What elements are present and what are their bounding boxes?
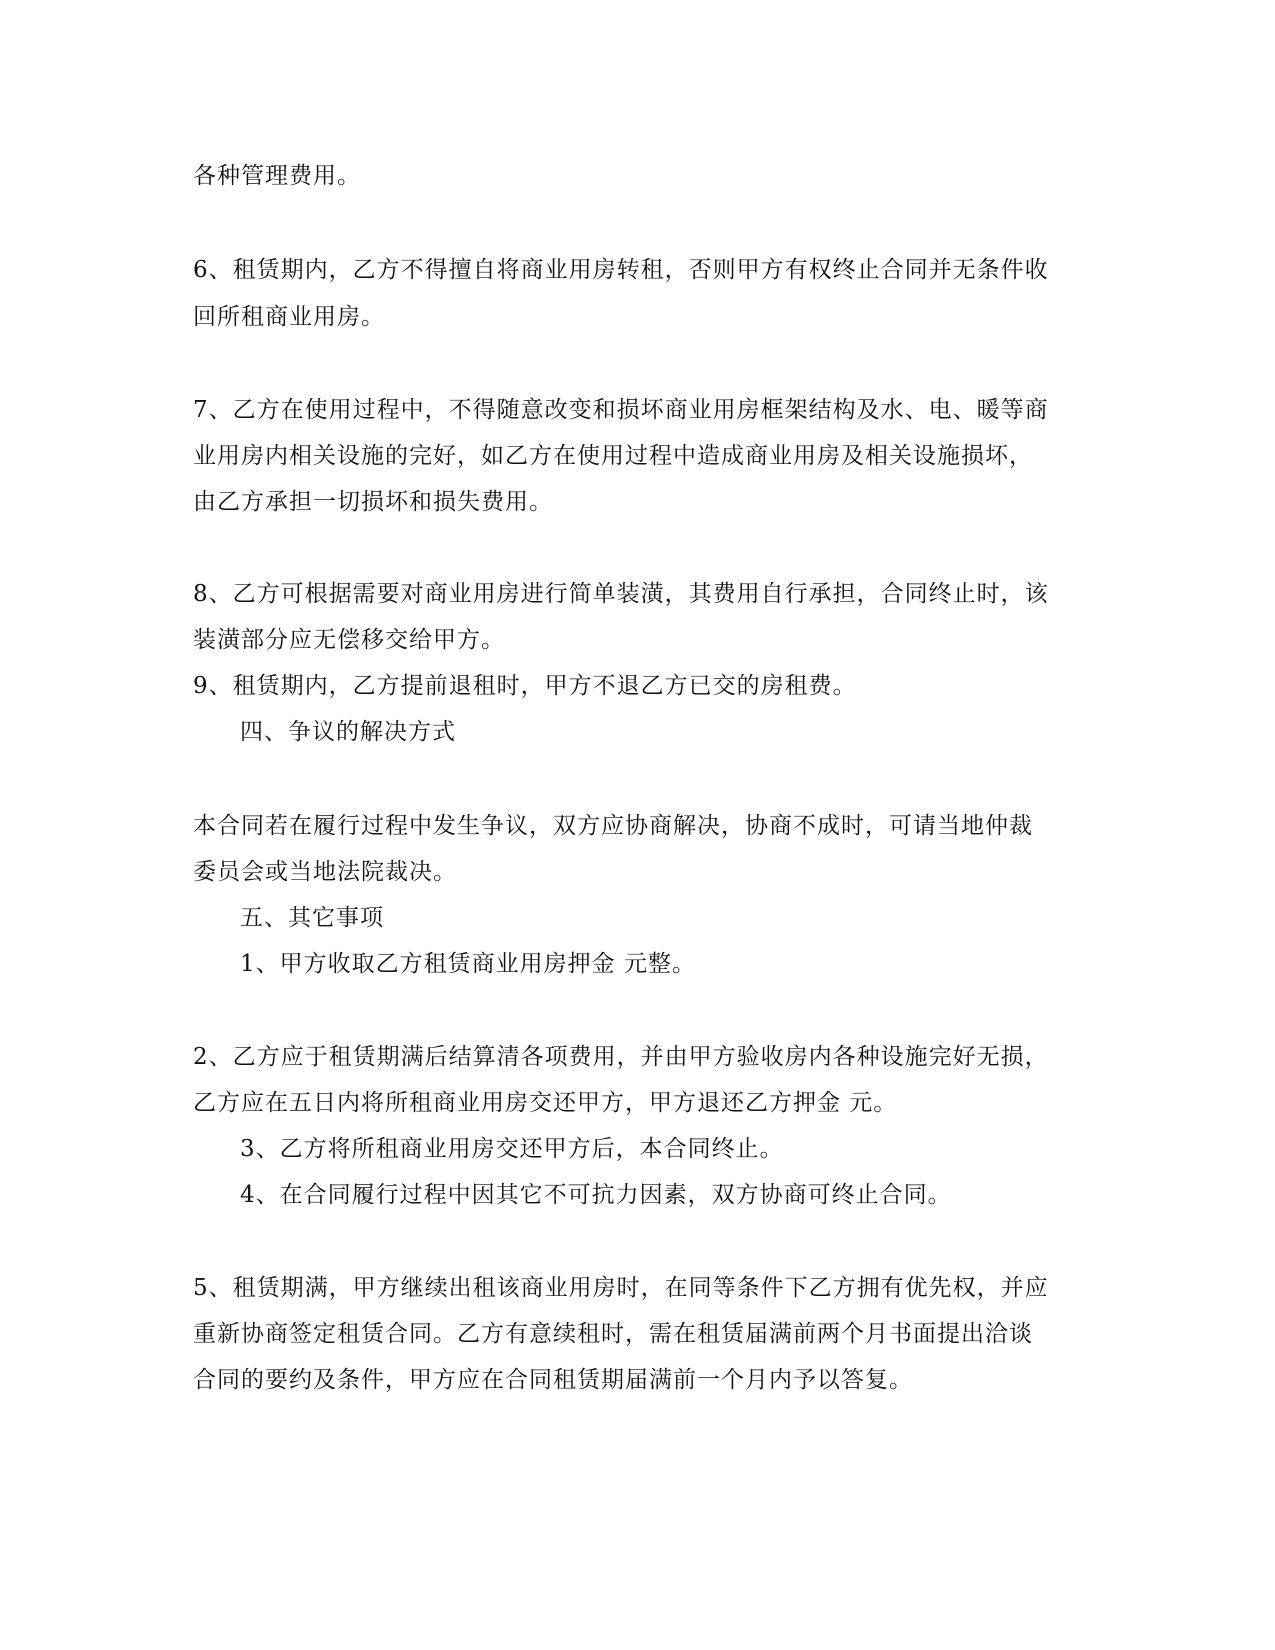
- text-line: 9、租赁期内，乙方提前退租时，甲方不退乙方已交的房租费。: [193, 673, 857, 699]
- text-line: 3、乙方将所租商业用房交还甲方后，本合同终止。: [240, 1136, 784, 1162]
- text-line: 合同的要约及条件，甲方应在合同租赁期届满前一个月内予以答复。: [193, 1367, 913, 1393]
- text-line: 乙方应在五日内将所租商业用房交还甲方，甲方退还乙方押金 元。: [193, 1090, 898, 1116]
- text-line: 业用房内相关设施的完好，如乙方在使用过程中造成商业用房及相关设施损坏，: [193, 443, 1033, 469]
- text-line: 本合同若在履行过程中发生争议，双方应协商解决，协商不成时，可请当地仲裁: [193, 813, 1033, 839]
- text-line: 1、甲方收取乙方租赁商业用房押金 元整。: [240, 951, 696, 977]
- text-line: 5、租赁期满，甲方继续出租该商业用房时，在同等条件下乙方拥有优先权，并应: [193, 1275, 1049, 1301]
- text-line: 8、乙方可根据需要对商业用房进行简单装潢，其费用自行承担，合同终止时，该: [193, 581, 1049, 607]
- text-line: 4、在合同履行过程中因其它不可抗力因素，双方协商可终止合同。: [240, 1182, 952, 1208]
- text-line: 各种管理费用。: [193, 163, 361, 189]
- text-line: 6、租赁期内，乙方不得擅自将商业用房转租，否则甲方有权终止合同并无条件收: [193, 257, 1049, 283]
- text-line: 装潢部分应无偿移交给甲方。: [193, 627, 505, 653]
- text-line: 委员会或当地法院裁决。: [193, 859, 457, 885]
- text-line: 7、乙方在使用过程中，不得随意改变和损坏商业用房框架结构及水、电、暖等商: [193, 397, 1049, 423]
- text-line: 由乙方承担一切损坏和损失费用。: [193, 489, 553, 515]
- section-heading: 四、争议的解决方式: [240, 719, 456, 745]
- text-line: 回所租商业用房。: [193, 304, 385, 330]
- section-heading: 五、其它事项: [240, 905, 384, 931]
- text-line: 2、乙方应于租赁期满后结算清各项费用，并由甲方验收房内各种设施完好无损，: [193, 1044, 1049, 1070]
- text-line: 重新协商签定租赁合同。乙方有意续租时，需在租赁届满前两个月书面提出洽谈: [193, 1321, 1033, 1347]
